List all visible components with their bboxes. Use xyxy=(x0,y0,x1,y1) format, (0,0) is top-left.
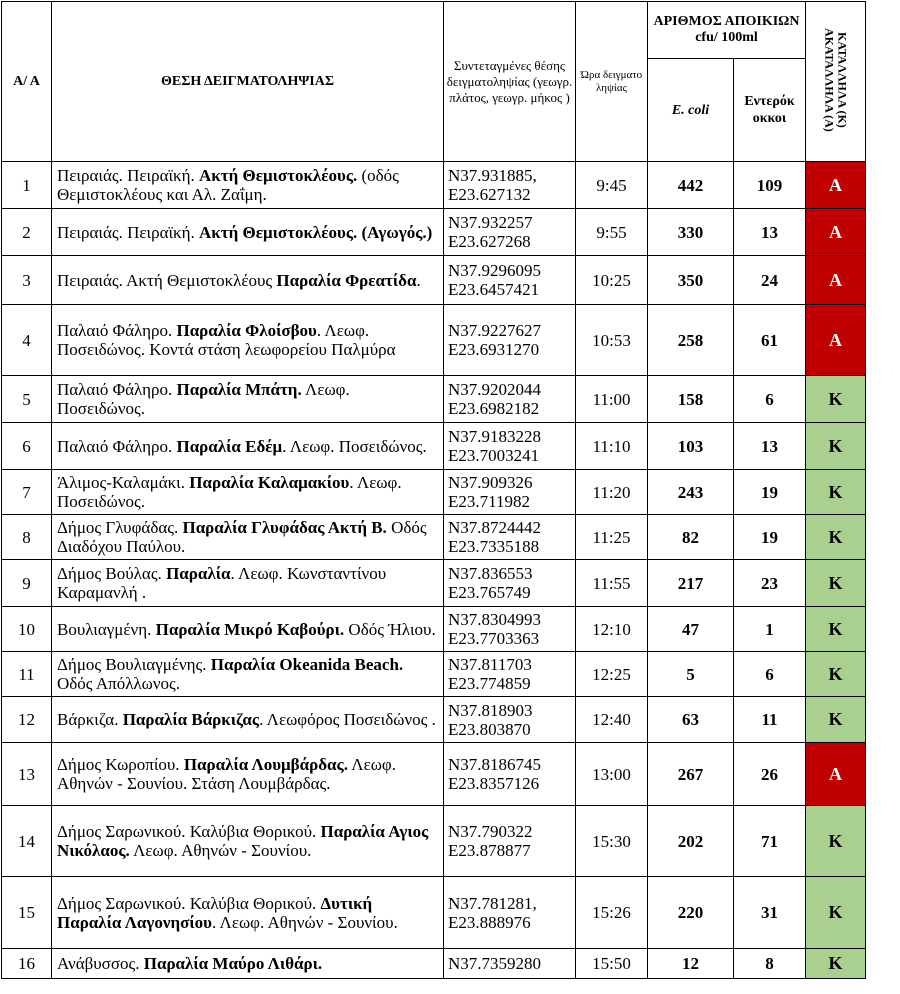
row-enterococci: 61 xyxy=(734,305,806,376)
row-suitability: Κ xyxy=(806,652,866,697)
row-ecoli: 63 xyxy=(648,697,734,743)
row-location xyxy=(52,256,444,305)
location-text: Δήμος Σαρωνικού. Καλύβια Θορικού. xyxy=(57,893,321,913)
row-ecoli: 442 xyxy=(648,162,734,209)
location-text: Βουλιαγμένη. xyxy=(57,619,156,639)
row-ecoli: 267 xyxy=(648,743,734,806)
row-coordinates: N37.818903 E23.803870 xyxy=(444,697,576,743)
row-time: 12:25 xyxy=(576,652,648,697)
row-coordinates: N37.932257 E23.627268 xyxy=(444,209,576,256)
row-coordinates: N37.8186745 E23.8357126 xyxy=(444,743,576,806)
table-row xyxy=(2,697,866,743)
table-row xyxy=(2,256,866,305)
row-time: 12:40 xyxy=(576,697,648,743)
location-text: Δήμος Κωροπίου. xyxy=(57,755,184,774)
row-ecoli: 350 xyxy=(648,256,734,305)
location-text: Άλιμος-Καλαμάκι. xyxy=(57,473,190,492)
row-time: 11:25 xyxy=(576,515,648,560)
row-suitability: Α xyxy=(806,209,866,256)
location-text: . Λεωφ. Ποσειδώνος. xyxy=(57,473,402,511)
row-ecoli: 217 xyxy=(648,560,734,607)
row-enterococci: 6 xyxy=(734,376,806,423)
location-text: Λεωφ. Αθηνών - Σουνίου. Στάση Λουμβάρδας. xyxy=(57,755,396,793)
row-location xyxy=(52,423,444,470)
header-sampling-time: Ώρα δειγματο ληψίας xyxy=(576,2,648,162)
location-name-bold: Παραλία Βάρκιζας xyxy=(122,710,260,729)
row-location xyxy=(52,376,444,423)
header-colony-count xyxy=(648,2,806,59)
row-number: 10 xyxy=(2,607,52,652)
row-ecoli: 220 xyxy=(648,877,734,949)
location-text: . Λεωφόρος Ποσειδώνος . xyxy=(259,710,436,729)
location-name-bold: Παραλία Λουμβάρδας. xyxy=(183,755,348,774)
location-name-bold: Ακτή Θεμιστοκλέους. (Αγωγός.) xyxy=(199,222,433,242)
table-body xyxy=(2,162,866,979)
row-number: 15 xyxy=(2,877,52,949)
row-enterococci: 11 xyxy=(734,697,806,743)
location-name-bold: Παραλία Καλαμακίου xyxy=(189,473,350,492)
location-text: Παλαιό Φάληρο. xyxy=(57,321,177,340)
row-number: 13 xyxy=(2,743,52,806)
row-time: 11:00 xyxy=(576,376,648,423)
row-coordinates: N37.811703 E23.774859 xyxy=(444,652,576,697)
location-text: Δήμος Βουλιαγμένης. xyxy=(57,655,211,674)
location-text: (οδός Θεμιστοκλέους και Αλ. Ζαΐμη. xyxy=(57,166,399,204)
row-number: 4 xyxy=(2,305,52,376)
row-time: 10:25 xyxy=(576,256,648,305)
location-text: Παλαιό Φάληρο. xyxy=(57,436,177,456)
row-number: 14 xyxy=(2,806,52,877)
row-coordinates: N37.9296095 E23.6457421 xyxy=(444,256,576,305)
location-text: Δήμος Γλυφάδας. xyxy=(57,518,183,537)
location-text: . Λεωφ. Ποσειδώνος. Κοντά στάση λεωφορείου Παλμύρα xyxy=(57,321,396,359)
row-time: 13:00 xyxy=(576,743,648,806)
row-suitability: Κ xyxy=(806,697,866,743)
row-suitability: Α xyxy=(806,162,866,209)
location-text: Παλαιό Φάληρο. xyxy=(57,380,177,399)
row-enterococci: 71 xyxy=(734,806,806,877)
row-enterococci: 31 xyxy=(734,877,806,949)
row-suitability: Κ xyxy=(806,607,866,652)
row-coordinates: N37.8304993 E23.7703363 xyxy=(444,607,576,652)
location-text: Πειραιάς. Πειραϊκή. xyxy=(57,222,200,242)
row-suitability: Κ xyxy=(806,806,866,877)
location-name-bold: Παραλία xyxy=(166,564,231,583)
table-row xyxy=(2,560,866,607)
table-row xyxy=(2,376,866,423)
row-coordinates: N37.9183228 E23.7003241 xyxy=(444,423,576,470)
row-suitability: Κ xyxy=(806,877,866,949)
row-ecoli: 5 xyxy=(648,652,734,697)
row-suitability: Κ xyxy=(806,376,866,423)
row-number: 5 xyxy=(2,376,52,423)
row-number: 16 xyxy=(2,949,52,979)
row-enterococci: 24 xyxy=(734,256,806,305)
row-suitability: Κ xyxy=(806,560,866,607)
row-location xyxy=(52,697,444,743)
row-ecoli: 258 xyxy=(648,305,734,376)
location-text: . xyxy=(416,270,421,290)
location-text: . Λεωφ. Κωνσταντίνου Καραμανλή . xyxy=(57,564,387,602)
row-coordinates: N37.790322 E23.878877 xyxy=(444,806,576,877)
header-colony-count-text: ΑΡΙΘΜΟΣ ΑΠΟΙΚΙΩΝ cfu/ 100ml xyxy=(653,14,800,45)
location-text: Οδός Ήλιου. xyxy=(344,619,436,639)
location-text: Πειραιάς. Ακτή Θεμιστοκλέους xyxy=(57,270,277,290)
row-number: 3 xyxy=(2,256,52,305)
row-location xyxy=(52,305,444,376)
location-name-bold: Παραλία Γλυφάδας Ακτή Β. xyxy=(182,518,387,537)
row-time: 15:26 xyxy=(576,877,648,949)
row-enterococci: 19 xyxy=(734,470,806,515)
row-enterococci: 8 xyxy=(734,949,806,979)
row-suitability: Α xyxy=(806,256,866,305)
row-location xyxy=(52,209,444,256)
location-name-bold: Ακτή Θεμιστοκλέους. xyxy=(199,166,358,185)
row-ecoli: 12 xyxy=(648,949,734,979)
table-row xyxy=(2,652,866,697)
header-serial: Α/ Α xyxy=(2,2,52,162)
row-location xyxy=(52,162,444,209)
row-number: 7 xyxy=(2,470,52,515)
row-suitability: Α xyxy=(806,743,866,806)
location-text: Ανάβυσσος. xyxy=(57,954,144,973)
header-ecoli-text: E. coli xyxy=(671,102,710,118)
location-text: Λεωφ. Αθηνών - Σουνίου. xyxy=(129,841,312,860)
row-time: 11:55 xyxy=(576,560,648,607)
table-row xyxy=(2,806,866,877)
row-location xyxy=(52,877,444,949)
location-text: Βάρκιζα. xyxy=(57,710,123,729)
row-coordinates: N37.909326 E23.711982 xyxy=(444,470,576,515)
row-coordinates: N37.9227627 E23.6931270 xyxy=(444,305,576,376)
row-location xyxy=(52,806,444,877)
row-number: 2 xyxy=(2,209,52,256)
row-coordinates: N37.781281, E23.888976 xyxy=(444,877,576,949)
location-name-bold: Παραλία Okeanida Beach. xyxy=(210,655,404,674)
table-row xyxy=(2,162,866,209)
row-number: 9 xyxy=(2,560,52,607)
table-row xyxy=(2,877,866,949)
location-text: Δήμος Βούλας. xyxy=(57,564,167,583)
location-text: Δήμος Σαρωνικού. Καλύβια Θορικού. xyxy=(57,822,321,841)
row-time: 15:30 xyxy=(576,806,648,877)
header-ecoli xyxy=(648,59,734,162)
row-coordinates: N37.931885, E23.627132 xyxy=(444,162,576,209)
row-ecoli: 330 xyxy=(648,209,734,256)
table-row xyxy=(2,515,866,560)
row-location xyxy=(52,607,444,652)
table-row xyxy=(2,470,866,515)
row-enterococci: 6 xyxy=(734,652,806,697)
row-time: 9:45 xyxy=(576,162,648,209)
row-enterococci: 109 xyxy=(734,162,806,209)
location-name-bold: Παραλία Εδέμ xyxy=(176,436,283,456)
beach-water-quality-table xyxy=(1,1,866,979)
row-ecoli: 47 xyxy=(648,607,734,652)
table-row xyxy=(2,743,866,806)
location-name-bold: Παραλία Φλοίσβου xyxy=(176,321,317,340)
row-enterococci: 13 xyxy=(734,423,806,470)
row-location xyxy=(52,560,444,607)
row-ecoli: 202 xyxy=(648,806,734,877)
table-row xyxy=(2,607,866,652)
location-text: . Λεωφ. Ποσειδώνος. xyxy=(282,436,427,456)
location-name-bold: Δυτική Παραλία Λαγονησίου xyxy=(57,893,373,932)
row-time: 9:55 xyxy=(576,209,648,256)
row-time: 10:53 xyxy=(576,305,648,376)
location-text: Οδός Διαδόχου Παύλου. xyxy=(57,518,427,556)
row-location xyxy=(52,949,444,979)
location-name-bold: Παραλία Φρεατίδα xyxy=(276,270,417,290)
row-enterococci: 13 xyxy=(734,209,806,256)
row-number: 12 xyxy=(2,697,52,743)
header-coordinates: Συντεταγμένες θέσης δειγματοληψίας (γεωγρ. πλάτος, γεωγρ. μήκος ) xyxy=(444,2,576,162)
row-time: 11:10 xyxy=(576,423,648,470)
table-row xyxy=(2,949,866,979)
row-number: 11 xyxy=(2,652,52,697)
row-suitability: Α xyxy=(806,305,866,376)
row-time: 12:10 xyxy=(576,607,648,652)
row-location xyxy=(52,470,444,515)
row-number: 1 xyxy=(2,162,52,209)
table-row xyxy=(2,423,866,470)
row-enterococci: 26 xyxy=(734,743,806,806)
row-coordinates: N37.8724442 E23.7335188 xyxy=(444,515,576,560)
row-location xyxy=(52,652,444,697)
row-coordinates: N37.9202044 E23.6982182 xyxy=(444,376,576,423)
location-name-bold: Παραλία Μικρό Καβούρι. xyxy=(155,619,345,639)
row-suitability: Κ xyxy=(806,515,866,560)
row-ecoli: 103 xyxy=(648,423,734,470)
location-text: Πειραιάς. Πειραϊκή. xyxy=(57,166,200,185)
row-ecoli: 243 xyxy=(648,470,734,515)
row-coordinates: N37.836553 E23.765749 xyxy=(444,560,576,607)
row-time: 15:50 xyxy=(576,949,648,979)
location-text: Οδός Απόλλωνος. xyxy=(57,674,181,693)
row-time: 11:20 xyxy=(576,470,648,515)
row-location xyxy=(52,515,444,560)
row-location xyxy=(52,743,444,806)
header-enterococci: Εντερόκ οκκοι xyxy=(734,59,806,162)
location-name-bold: Παραλία Μαύρο Λιθάρι. xyxy=(143,954,323,973)
table-row xyxy=(2,209,866,256)
row-suitability: Κ xyxy=(806,949,866,979)
row-enterococci: 19 xyxy=(734,515,806,560)
row-suitability: Κ xyxy=(806,470,866,515)
row-suitability: Κ xyxy=(806,423,866,470)
header-suitability xyxy=(806,2,866,162)
location-name-bold: Παραλία Μπάτη. xyxy=(176,380,302,399)
header-suitability-text: ΚΑΤΑΛΛΗΛΑ (Κ) ΑΚΑΤΑΛΛΗΛΑ (Α) xyxy=(822,28,850,132)
location-text: Λεωφ. Ποσειδώνος. xyxy=(57,380,350,418)
location-text: . Λεωφ. Αθηνών - Σουνίου. xyxy=(211,912,398,932)
row-ecoli: 158 xyxy=(648,376,734,423)
row-coordinates: N37.7359280 xyxy=(444,949,576,979)
row-ecoli: 82 xyxy=(648,515,734,560)
table-row xyxy=(2,305,866,376)
location-name-bold: Παραλία Αγιος Νικόλαος. xyxy=(57,822,429,860)
row-enterococci: 1 xyxy=(734,607,806,652)
row-number: 8 xyxy=(2,515,52,560)
header-sampling-location: ΘΕΣΗ ΔΕΙΓΜΑΤΟΛΗΨΙΑΣ xyxy=(52,2,444,162)
row-enterococci: 23 xyxy=(734,560,806,607)
row-number: 6 xyxy=(2,423,52,470)
